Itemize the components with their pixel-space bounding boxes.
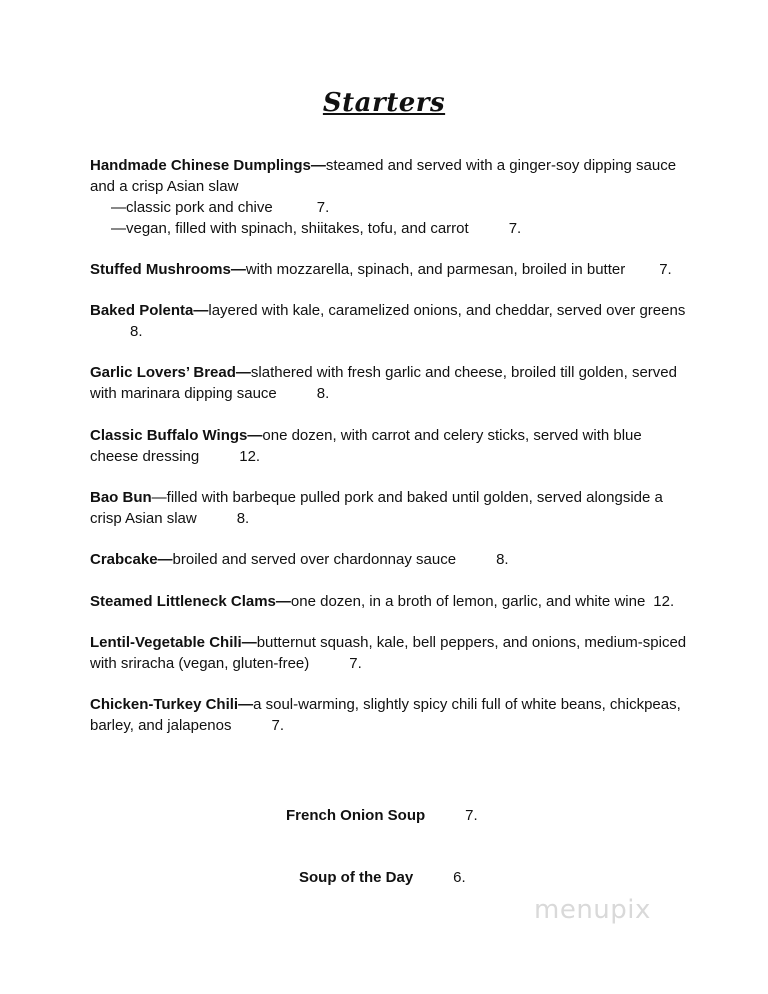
item-description: steamed and served with a ginger-soy dipping sauce and a crisp Asian slaw xyxy=(90,157,677,195)
item-name: Baked Polenta— xyxy=(90,302,209,319)
menu-item-buffalo-wings xyxy=(90,425,690,467)
item-description: —filled with barbeque pulled pork and baked until golden, served alongside a crisp Asian slaw xyxy=(90,489,663,527)
item-name: Garlic Lovers’ Bread— xyxy=(90,364,251,381)
item-price: 12. xyxy=(239,448,261,465)
item-description: a soul-warming, slightly spicy chili full of white beans, chickpeas, barley, and jalapenos xyxy=(90,696,681,734)
item-option xyxy=(90,197,690,218)
item-price: 8. xyxy=(236,510,250,527)
option-text: —vegan, filled with spinach, shiitakes, tofu, and carrot xyxy=(111,220,469,237)
item-name: Lentil-Vegetable Chili— xyxy=(90,634,257,651)
item-description: one dozen, with carrot and celery sticks, served with blue cheese dressing xyxy=(90,427,642,465)
item-name: Classic Buffalo Wings— xyxy=(90,427,263,444)
soup-name: Soup of the Day xyxy=(299,869,414,886)
menu-item-bao-bun xyxy=(90,487,690,529)
option-price: 7. xyxy=(508,220,522,237)
item-name: Steamed Littleneck Clams— xyxy=(90,593,291,610)
item-price: 8. xyxy=(130,323,143,340)
item-description: slathered with fresh garlic and cheese, broiled till golden, served with marinara dipping sauce xyxy=(90,364,677,402)
menu-item-lentil-chili xyxy=(90,632,690,674)
menu-item-stuffed-mushrooms xyxy=(90,259,690,280)
soup-of-the-day xyxy=(299,867,466,888)
item-name: Stuffed Mushrooms— xyxy=(90,261,246,278)
soup-price: 6. xyxy=(453,869,466,886)
item-price: 8. xyxy=(496,551,509,568)
menu-item-dumplings xyxy=(90,155,690,239)
item-name: Handmade Chinese Dumplings— xyxy=(90,157,326,174)
option-text: —classic pork and chive xyxy=(111,199,273,216)
item-name: Crabcake— xyxy=(90,551,173,568)
item-description: butternut squash, kale, bell peppers, and onions, medium-spiced with sriracha (vegan, gluten-free) xyxy=(90,634,687,672)
item-price: 7. xyxy=(349,655,362,672)
soup-name: French Onion Soup xyxy=(286,807,426,824)
item-price: 7. xyxy=(659,261,672,278)
menu-item-littleneck-clams xyxy=(90,591,690,612)
menu-item-crabcake xyxy=(90,549,690,570)
menupix-watermark: menupix xyxy=(534,895,651,925)
menu-item-garlic-bread xyxy=(90,362,690,404)
item-price: 12. xyxy=(653,593,675,610)
item-price: 8. xyxy=(316,385,330,402)
item-description: layered with kale, caramelized onions, and cheddar, served over greens xyxy=(208,302,686,319)
section-title: Starters xyxy=(322,88,446,118)
item-name: Bao Bun xyxy=(90,489,152,506)
item-description: with mozzarella, spinach, and parmesan, broiled in butter xyxy=(245,261,626,278)
item-price: 7. xyxy=(271,717,285,734)
item-option xyxy=(90,218,690,239)
item-description: one dozen, in a broth of lemon, garlic, and white wine xyxy=(290,593,646,610)
menu-item-baked-polenta xyxy=(90,300,690,342)
soup-price: 7. xyxy=(465,807,478,824)
option-price: 7. xyxy=(316,199,330,216)
item-name: Chicken-Turkey Chili— xyxy=(90,696,254,713)
soup-french-onion xyxy=(286,805,478,826)
item-description: broiled and served over chardonnay sauce xyxy=(172,551,457,568)
menu-item-chicken-turkey-chili xyxy=(90,694,690,736)
